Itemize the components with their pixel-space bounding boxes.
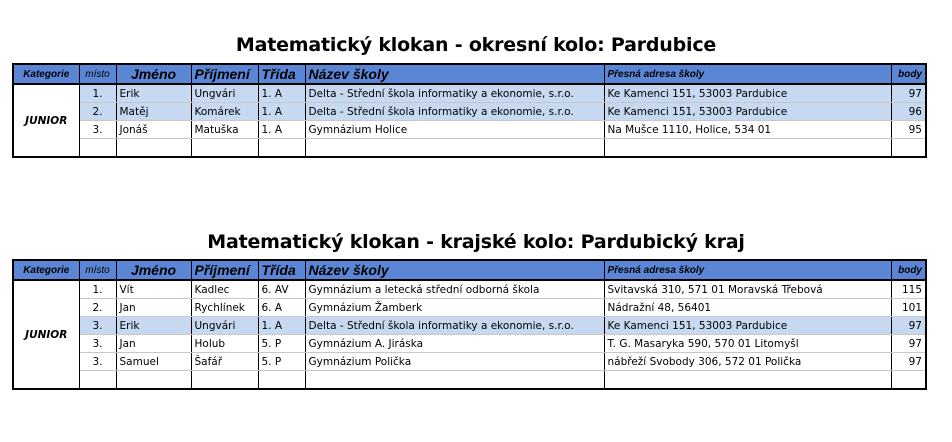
header-kategorie: Kategorie — [13, 260, 79, 280]
empty-cell — [604, 139, 891, 158]
header-jmeno: Jméno — [116, 260, 191, 280]
table-title-okresni: Matematický klokan - okresní kolo: Pardubice — [235, 34, 717, 56]
class-cell: 1. A — [258, 103, 305, 121]
first-name-cell: Jonáš — [116, 121, 191, 139]
header-misto: místo — [79, 64, 116, 84]
empty-cell — [79, 139, 116, 158]
header-prijmeni: Příjmení — [191, 64, 258, 84]
points-cell: 96 — [891, 103, 926, 121]
header-nazev-skoly: Název školy — [305, 64, 604, 84]
class-cell: 1. A — [258, 84, 305, 103]
place-cell: 3. — [79, 317, 116, 335]
empty-cell — [79, 371, 116, 390]
empty-cell — [891, 139, 926, 158]
school-name-cell: Gymnázium Holice — [305, 121, 604, 139]
table-row — [13, 103, 926, 121]
school-address-cell: Na Mušce 1110, Holice, 534 01 — [604, 121, 891, 139]
header-misto: místo — [79, 260, 116, 280]
header-body: body — [891, 260, 926, 280]
first-name-cell: Jan — [116, 299, 191, 317]
category-cell: JUNIOR — [13, 280, 79, 389]
header-adresa: Přesná adresa školy — [604, 64, 891, 84]
empty-cell — [604, 371, 891, 390]
header-body: body — [891, 64, 926, 84]
last-name-cell: Matuška — [191, 121, 258, 139]
school-address-cell: T. G. Masaryka 590, 570 01 Litomyšl — [604, 335, 891, 353]
first-name-cell: Matěj — [116, 103, 191, 121]
results-table-krajske — [12, 259, 927, 390]
first-name-cell: Samuel — [116, 353, 191, 371]
points-cell: 97 — [891, 335, 926, 353]
empty-cell — [191, 371, 258, 390]
table-row — [13, 121, 926, 139]
school-address-cell: Nádražní 48, 56401 — [604, 299, 891, 317]
points-cell: 101 — [891, 299, 926, 317]
first-name-cell: Erik — [116, 84, 191, 103]
class-cell: 5. P — [258, 353, 305, 371]
header-row — [13, 260, 926, 280]
school-name-cell: Delta - Střední škola informatiky a ekonomie, s.r.o. — [305, 84, 604, 103]
class-cell: 1. A — [258, 121, 305, 139]
empty-cell — [116, 371, 191, 390]
class-cell: 5. P — [258, 335, 305, 353]
header-kategorie: Kategorie — [13, 64, 79, 84]
table-row — [13, 353, 926, 371]
school-address-cell: Ke Kamenci 151, 53003 Pardubice — [604, 84, 891, 103]
table-row — [13, 84, 926, 103]
class-cell: 1. A — [258, 317, 305, 335]
school-name-cell: Gymnázium A. Jiráska — [305, 335, 604, 353]
header-row — [13, 64, 926, 84]
header-jmeno: Jméno — [116, 64, 191, 84]
school-name-cell: Delta - Střední škola informatiky a ekonomie, s.r.o. — [305, 317, 604, 335]
place-cell: 1. — [79, 84, 116, 103]
points-cell: 115 — [891, 280, 926, 299]
place-cell: 3. — [79, 353, 116, 371]
school-address-cell: Svitavská 310, 571 01 Moravská Třebová — [604, 280, 891, 299]
last-name-cell: Komárek — [191, 103, 258, 121]
last-name-cell: Šafář — [191, 353, 258, 371]
table-row — [13, 299, 926, 317]
empty-cell — [191, 139, 258, 158]
last-name-cell: Ungvári — [191, 317, 258, 335]
empty-cell — [305, 139, 604, 158]
empty-cell — [116, 139, 191, 158]
header-trida: Třída — [258, 260, 305, 280]
results-table-okresni — [12, 63, 927, 158]
empty-cell — [891, 371, 926, 390]
first-name-cell: Jan — [116, 335, 191, 353]
empty-cell — [258, 139, 305, 158]
first-name-cell: Erik — [116, 317, 191, 335]
table-row — [13, 317, 926, 335]
class-cell: 6. AV — [258, 280, 305, 299]
school-name-cell: Gymnázium Polička — [305, 353, 604, 371]
empty-cell — [305, 371, 604, 390]
class-cell: 6. A — [258, 299, 305, 317]
table-row — [13, 280, 926, 299]
place-cell: 2. — [79, 299, 116, 317]
place-cell: 1. — [79, 280, 116, 299]
points-cell: 97 — [891, 353, 926, 371]
empty-row — [13, 139, 926, 158]
school-name-cell: Gymnázium Žamberk — [305, 299, 604, 317]
school-address-cell: nábřeží Svobody 306, 572 01 Polička — [604, 353, 891, 371]
header-adresa: Přesná adresa školy — [604, 260, 891, 280]
last-name-cell: Rychlínek — [191, 299, 258, 317]
place-cell: 2. — [79, 103, 116, 121]
place-cell: 3. — [79, 335, 116, 353]
last-name-cell: Kadlec — [191, 280, 258, 299]
school-name-cell: Gymnázium a letecká střední odborná škola — [305, 280, 604, 299]
points-cell: 97 — [891, 84, 926, 103]
points-cell: 97 — [891, 317, 926, 335]
header-trida: Třída — [258, 64, 305, 84]
last-name-cell: Ungvári — [191, 84, 258, 103]
first-name-cell: Vít — [116, 280, 191, 299]
last-name-cell: Holub — [191, 335, 258, 353]
school-address-cell: Ke Kamenci 151, 53003 Pardubice — [604, 317, 891, 335]
table-title-krajske: Matematický klokan - krajské kolo: Pardubický kraj — [207, 231, 745, 253]
points-cell: 95 — [891, 121, 926, 139]
table-row — [13, 335, 926, 353]
school-address-cell: Ke Kamenci 151, 53003 Pardubice — [604, 103, 891, 121]
school-name-cell: Delta - Střední škola informatiky a ekonomie, s.r.o. — [305, 103, 604, 121]
place-cell: 3. — [79, 121, 116, 139]
category-cell: JUNIOR — [13, 84, 79, 157]
header-nazev-skoly: Název školy — [305, 260, 604, 280]
header-prijmeni: Příjmení — [191, 260, 258, 280]
empty-row — [13, 371, 926, 390]
empty-cell — [258, 371, 305, 390]
